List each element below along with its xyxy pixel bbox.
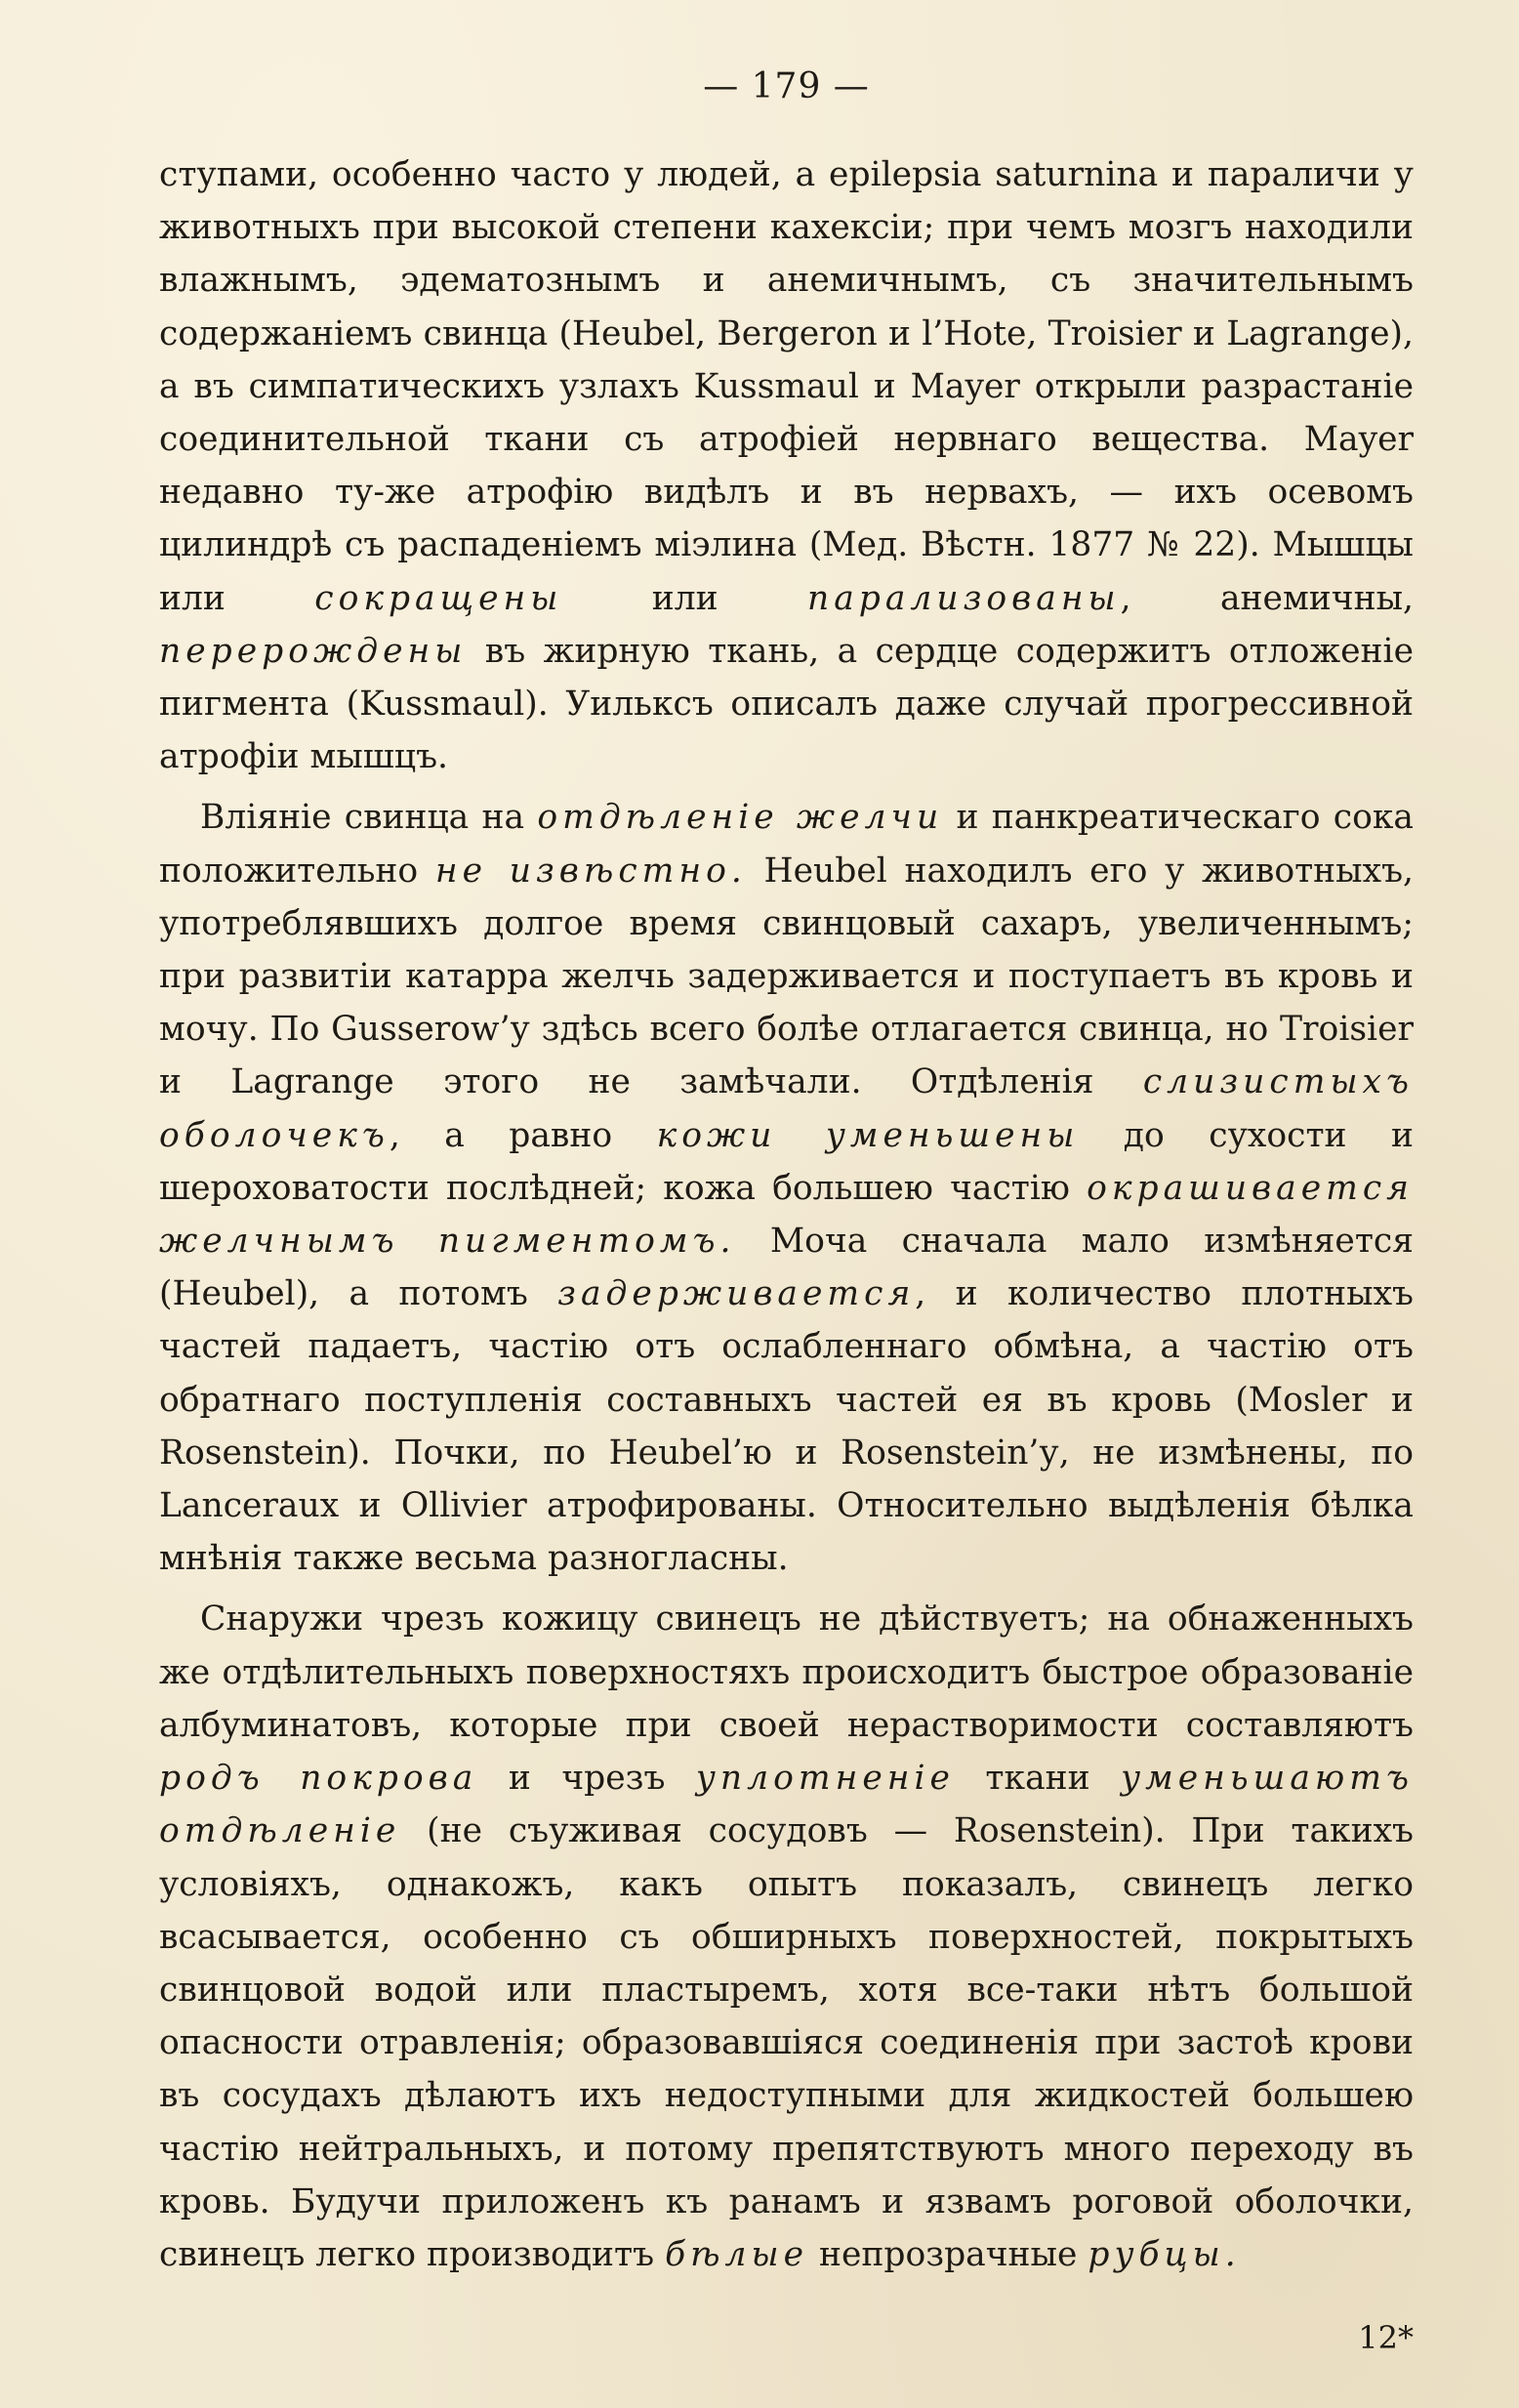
paragraph: [159, 791, 1414, 1585]
spaced-emphasis-text: окрашивается желчнымъ пигментомъ.: [159, 1168, 1414, 1262]
paragraph-text: Моча сначала мало измѣняется (Heubel), а потомъ: [159, 1222, 1414, 1314]
paragraph-text: ступами, особенно часто у людей, а epilepsia saturnina и параличи у животныхъ при высокой степени кахексіи; при чемъ мозгъ находили влажнымъ, эдематознымъ и анемичнымъ, съ значительнымъ содержаніемъ свинца (Heubel, Bergeron и l’Hote, Troisier и Lagrange), а въ симпатическихъ узлахъ Kussmaul и Mayer открыли разрастаніе соединительной ткани съ атрофіей нервнаго вещества. Mayer недавно ту-же атрофію видѣлъ и въ нервахъ, — ихъ осевомъ цилиндрѣ съ распаденіемъ міэлина (Мед. Вѣстн. 1877 № 22). Мышцы или: [159, 155, 1414, 618]
paragraph-text: въ жирную ткань, а сердце содержитъ отложеніе пигмента (Kussmaul). Уильксъ описалъ даже случай прогрессивной атрофіи мышцъ.: [159, 631, 1414, 777]
paragraph-text: (не съуживая сосудовъ — Rosenstein). При такихъ условіяхъ, однакожъ, какъ опытъ показалъ, свинецъ легко всасывается, особенно съ обширныхъ поверхностей, покрытыхъ свинцовой водой или пластыремъ, хотя все-таки нѣтъ большой опасности отравленія; образовавшіяся соединенія при застоѣ крови въ сосудахъ дѣлаютъ ихъ недоступными для жидкостей большею частію нейтральныхъ, и потому препятствуютъ много переходу въ кровь. Будучи приложенъ къ ранамъ и язвамъ роговой оболочки, свинецъ легко производитъ: [159, 1811, 1414, 2274]
paragraph: [159, 148, 1414, 783]
page-number: — 179 —: [703, 66, 870, 106]
spaced-emphasis-text: уменьшаютъ отдѣленіе: [159, 1759, 1415, 1851]
spaced-emphasis-text: уплотненіе: [695, 1759, 955, 1799]
spaced-emphasis-text: не извѣстно.: [434, 851, 747, 891]
paragraph-text: Вліяніе свинца на: [200, 798, 538, 838]
spaced-emphasis-text: парализованы: [806, 578, 1121, 618]
paragraph-text: , и количество плотныхъ частей падаетъ, частію отъ ослабленнаго обмѣна, а частію отъ обратнаго поступленія составныхъ частей ея въ кровь (Mosler и Rosenstein). Почки, по Heubel’ю и Rosenstein’у, не измѣнены, по Lanceraux и Ollivier атрофированы. Относительно выдѣленія бѣлка мнѣнія также весьма разногласны.: [159, 1274, 1414, 1579]
paragraph-text: или: [562, 578, 807, 618]
page-body: [159, 148, 1414, 2281]
spaced-emphasis-text: отдѣленіе желчи: [537, 798, 944, 838]
spaced-emphasis-text: задерживается: [557, 1274, 916, 1314]
spaced-emphasis-text: рубцы.: [1088, 2234, 1241, 2274]
printer-signature-mark: 12*: [1358, 2319, 1414, 2356]
paragraph-text: до сухости и шероховатости послѣдней; кожа большею частію: [159, 1115, 1414, 1208]
book-page: [159, 62, 1414, 2387]
paragraph-text: Снаружи чрезъ кожицу свинецъ не дѣйствуетъ; на обнаженныхъ же отдѣлительныхъ поверхностяхъ происходитъ быстрое образованіе албуминатовъ, которые при своей нерастворимости составляютъ: [159, 1599, 1414, 1745]
paragraph-text: и панкреатическаго сока положительно: [159, 798, 1414, 891]
paragraph-text: и чрезъ: [477, 1759, 696, 1799]
spaced-emphasis-text: слизистыхъ оболочекъ: [159, 1062, 1414, 1155]
spaced-emphasis-text: родъ покрова: [159, 1759, 478, 1799]
paragraph: [159, 1593, 1414, 2281]
paragraph-text: , а равно: [389, 1115, 657, 1155]
spaced-emphasis-text: сокращены: [314, 578, 563, 618]
spaced-emphasis-text: бѣлые: [665, 2234, 809, 2274]
paragraph-text: , анемичны,: [1120, 578, 1414, 618]
paragraph-text: Heubel находилъ его у животныхъ, употреблявшихъ долгое время свинцовый сахаръ, увеличеннымъ; при развитіи катарра желчь задерживается и поступаетъ въ кровь и мочу. По Gusserow’у здѣсь всего болѣе отлагается свинца, но Troisier и Lagrange этого не замѣчали. Отдѣленія: [159, 851, 1415, 1102]
paragraph-text: непрозрачные: [808, 2234, 1088, 2274]
spaced-emphasis-text: перерождены: [159, 631, 468, 671]
spaced-emphasis-text: кожи уменьшены: [656, 1115, 1080, 1155]
paragraph-text: ткани: [954, 1759, 1122, 1799]
